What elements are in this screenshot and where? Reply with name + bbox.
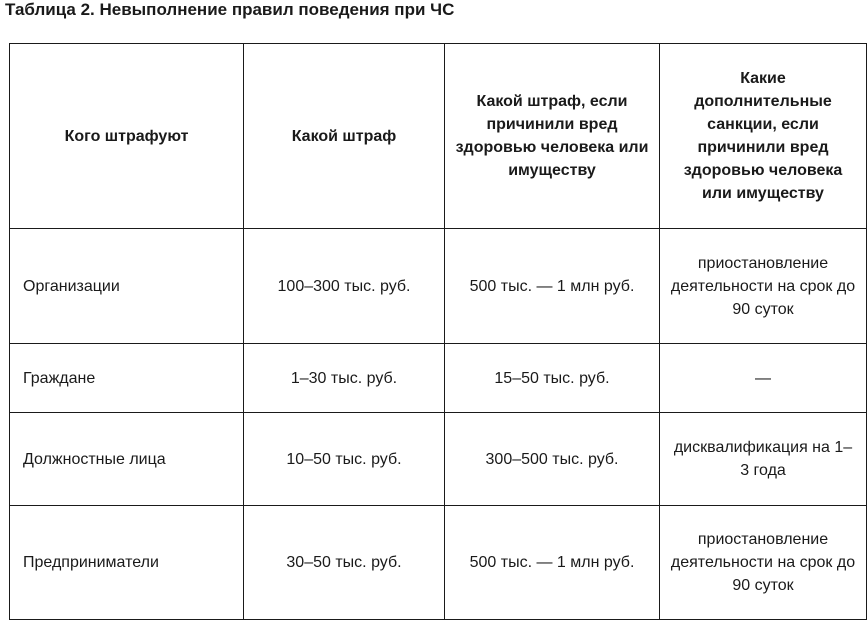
cell-who: Предприниматели [10, 506, 244, 620]
cell-fine-damage: 300–500 тыс. руб. [445, 413, 660, 506]
cell-fine: 1–30 тыс. руб. [244, 344, 445, 413]
cell-fine: 10–50 тыс. руб. [244, 413, 445, 506]
cell-fine-damage: 15–50 тыс. руб. [445, 344, 660, 413]
cell-fine: 30–50 тыс. руб. [244, 506, 445, 620]
header-fine-amount: Какой штраф [244, 44, 445, 229]
table-header-row [10, 44, 867, 229]
cell-who: Граждане [10, 344, 244, 413]
table-row [10, 344, 867, 413]
header-who-is-fined: Кого штрафуют [10, 44, 244, 229]
table-row [10, 506, 867, 620]
header-additional-sanctions: Какие дополнительные санкции, если причинили вред здоровью человека или имуществу [660, 44, 867, 229]
cell-sanctions: приостановление деятельности на срок до 90 суток [660, 229, 867, 344]
cell-fine-damage: 500 тыс. — 1 млн руб. [445, 229, 660, 344]
fines-table [9, 43, 867, 620]
cell-who: Организации [10, 229, 244, 344]
cell-sanctions: приостановление деятельности на срок до 90 суток [660, 506, 867, 620]
table-row [10, 229, 867, 344]
table-caption: Таблица 2. Невыполнение правил поведения при ЧС [5, 0, 455, 19]
table-row [10, 413, 867, 506]
header-fine-with-damage: Какой штраф, если причинили вред здоровью человека или имуществу [445, 44, 660, 229]
cell-sanctions: — [660, 344, 867, 413]
cell-fine-damage: 500 тыс. — 1 млн руб. [445, 506, 660, 620]
cell-who: Должностные лица [10, 413, 244, 506]
cell-sanctions: дисквалификация на 1–3 года [660, 413, 867, 506]
cell-fine: 100–300 тыс. руб. [244, 229, 445, 344]
